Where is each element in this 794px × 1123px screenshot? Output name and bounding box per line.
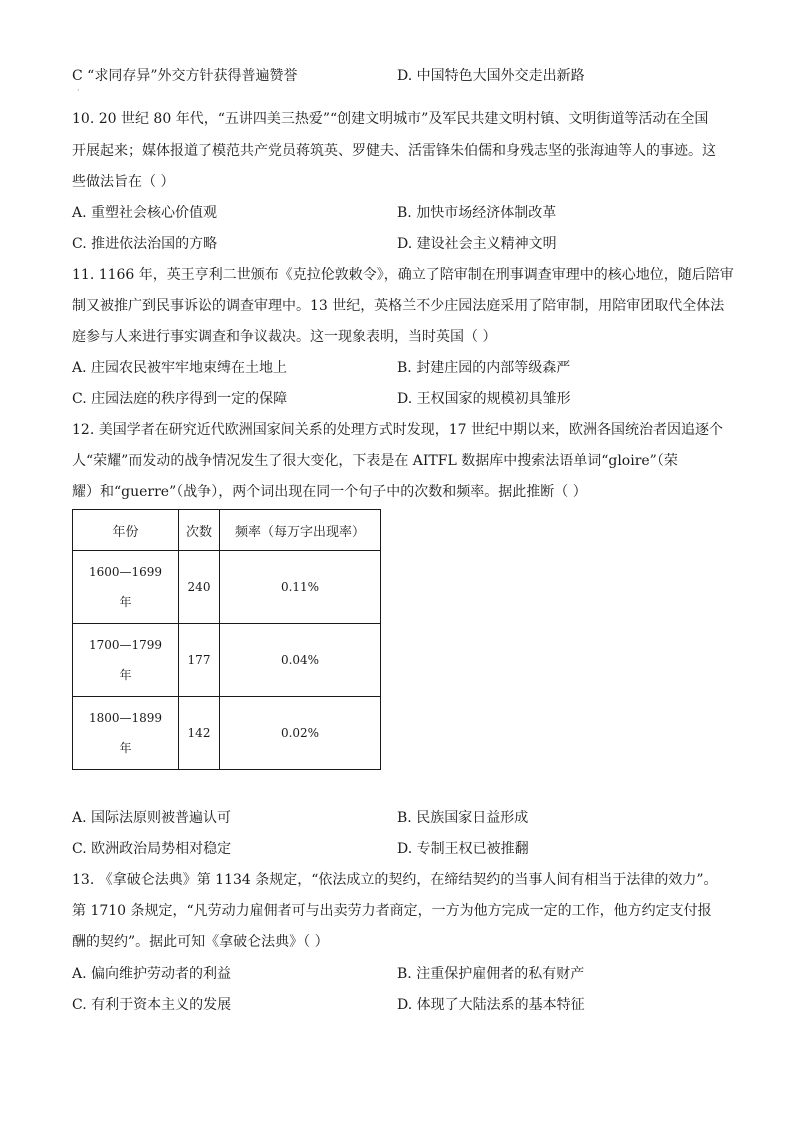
q13-option-a: A. 偏向维护劳动者的利益 bbox=[72, 966, 232, 982]
table-row bbox=[73, 697, 381, 770]
table-row bbox=[73, 624, 381, 697]
q10-stem-line-3: 些做法旨在（ ） bbox=[72, 174, 175, 190]
q13-stem-line-1: 13. 《拿破仑法典》第 1134 条规定，“依法成立的契约，在缔结契约的当事人间有相当于法律的效力”。 bbox=[72, 872, 718, 888]
frequency-table bbox=[72, 509, 381, 770]
year-unit: 年 bbox=[119, 668, 132, 682]
table-row bbox=[73, 551, 381, 624]
header-frequency: 频率（每万字出现率） bbox=[220, 510, 381, 551]
q13-option-c: C. 有利于资本主义的发展 bbox=[72, 997, 232, 1013]
q11-option-a: A. 庄园农民被牢牢地束缚在土地上 bbox=[72, 360, 288, 376]
year-range: 1700—1799 bbox=[88, 638, 163, 652]
year-unit: 年 bbox=[119, 741, 132, 755]
q11-stem-line-1: 11. 1166 年，英王亨利二世颁布《克拉伦敦敕令》，确立了陪审制在刑事调查审理中的核心地位，随后陪审 bbox=[72, 267, 734, 283]
q11-option-d: D. 王权国家的规模初具雏形 bbox=[397, 391, 571, 407]
q10-stem-line-2: 开展起来；媒体报道了模范共产党员蒋筑英、罗健夫、活雷锋朱伯儒和身残志坚的张海迪等人的事迹。这 bbox=[72, 143, 716, 159]
frequency-cell: 0.02% bbox=[220, 697, 381, 770]
table-header-row bbox=[73, 510, 381, 551]
q10-option-b: B. 加快市场经济体制改革 bbox=[397, 205, 557, 221]
q13-stem-line-2: 第 1710 条规定，“凡劳动力雇佣者可与出卖劳力者商定，一方为他方完成一定的工作，他方约定支付报 bbox=[72, 903, 712, 919]
count-cell: 240 bbox=[179, 551, 220, 624]
year-range: 1600—1699 bbox=[88, 565, 163, 579]
header-year: 年份 bbox=[73, 510, 179, 551]
q9-option-d: D. 中国特色大国外交走出新路 bbox=[397, 68, 585, 84]
stray-mark: · bbox=[77, 86, 80, 95]
count-cell: 177 bbox=[179, 624, 220, 697]
q11-option-b: B. 封建庄园的内部等级森严 bbox=[397, 360, 571, 376]
q12-option-d: D. 专制王权已被推翻 bbox=[397, 841, 529, 857]
frequency-cell: 0.11% bbox=[220, 551, 381, 624]
q13-option-d: D. 体现了大陆法系的基本特征 bbox=[397, 997, 585, 1013]
q11-option-c: C. 庄园法庭的秩序得到一定的保障 bbox=[72, 391, 288, 407]
q10-option-c: C. 推进依法治国的方略 bbox=[72, 236, 218, 252]
q11-stem-line-3: 庭参与人来进行事实调查和争议裁决。这一现象表明，当时英国（ ） bbox=[72, 329, 497, 345]
q12-stem-line-1: 12. 美国学者在研究近代欧洲国家间关系的处理方式时发现，17 世纪中期以来，欧洲各国统治者因追逐个 bbox=[72, 422, 723, 438]
q12-option-a: A. 国际法原则被普遍认可 bbox=[72, 810, 232, 826]
year-cell bbox=[73, 551, 179, 624]
year-cell bbox=[73, 697, 179, 770]
frequency-cell: 0.04% bbox=[220, 624, 381, 697]
year-unit: 年 bbox=[119, 595, 132, 609]
q12-option-b: B. 民族国家日益形成 bbox=[397, 810, 529, 826]
q11-stem-line-2: 制又被推广到民事诉讼的调查审理中。13 世纪，英格兰不少庄园法庭采用了陪审制，用陪审团取代全体法 bbox=[72, 298, 725, 314]
q10-stem-line-1: 10. 20 世纪 80 年代，“五讲四美三热爱”“创建文明城市”及军民共建文明村镇、文明街道等活动在全国 bbox=[72, 111, 709, 127]
q9-option-c: C “求同存异”外交方针获得普遍赞誉 bbox=[72, 68, 298, 84]
year-range: 1800—1899 bbox=[88, 711, 163, 725]
count-cell: 142 bbox=[179, 697, 220, 770]
q10-option-d: D. 建设社会主义精神文明 bbox=[397, 236, 557, 252]
q13-option-b: B. 注重保护雇佣者的私有财产 bbox=[397, 966, 585, 982]
q12-option-c: C. 欧洲政治局势相对稳定 bbox=[72, 841, 232, 857]
q12-stem-line-2: 人“荣耀”而发动的战争情况发生了很大变化，下表是在 AITFL 数据库中搜索法语单词“gloire”（荣 bbox=[72, 453, 678, 469]
q13-stem-line-3: 酬的契约”。据此可知《拿破仑法典》（ ） bbox=[72, 934, 329, 950]
header-count: 次数 bbox=[179, 510, 220, 551]
q10-option-a: A. 重塑社会核心价值观 bbox=[72, 205, 218, 221]
q12-stem-line-3: 耀）和“guerre”（战争），两个词出现在同一个句子中的次数和频率。据此推断（ ） bbox=[72, 484, 587, 500]
year-cell bbox=[73, 624, 179, 697]
